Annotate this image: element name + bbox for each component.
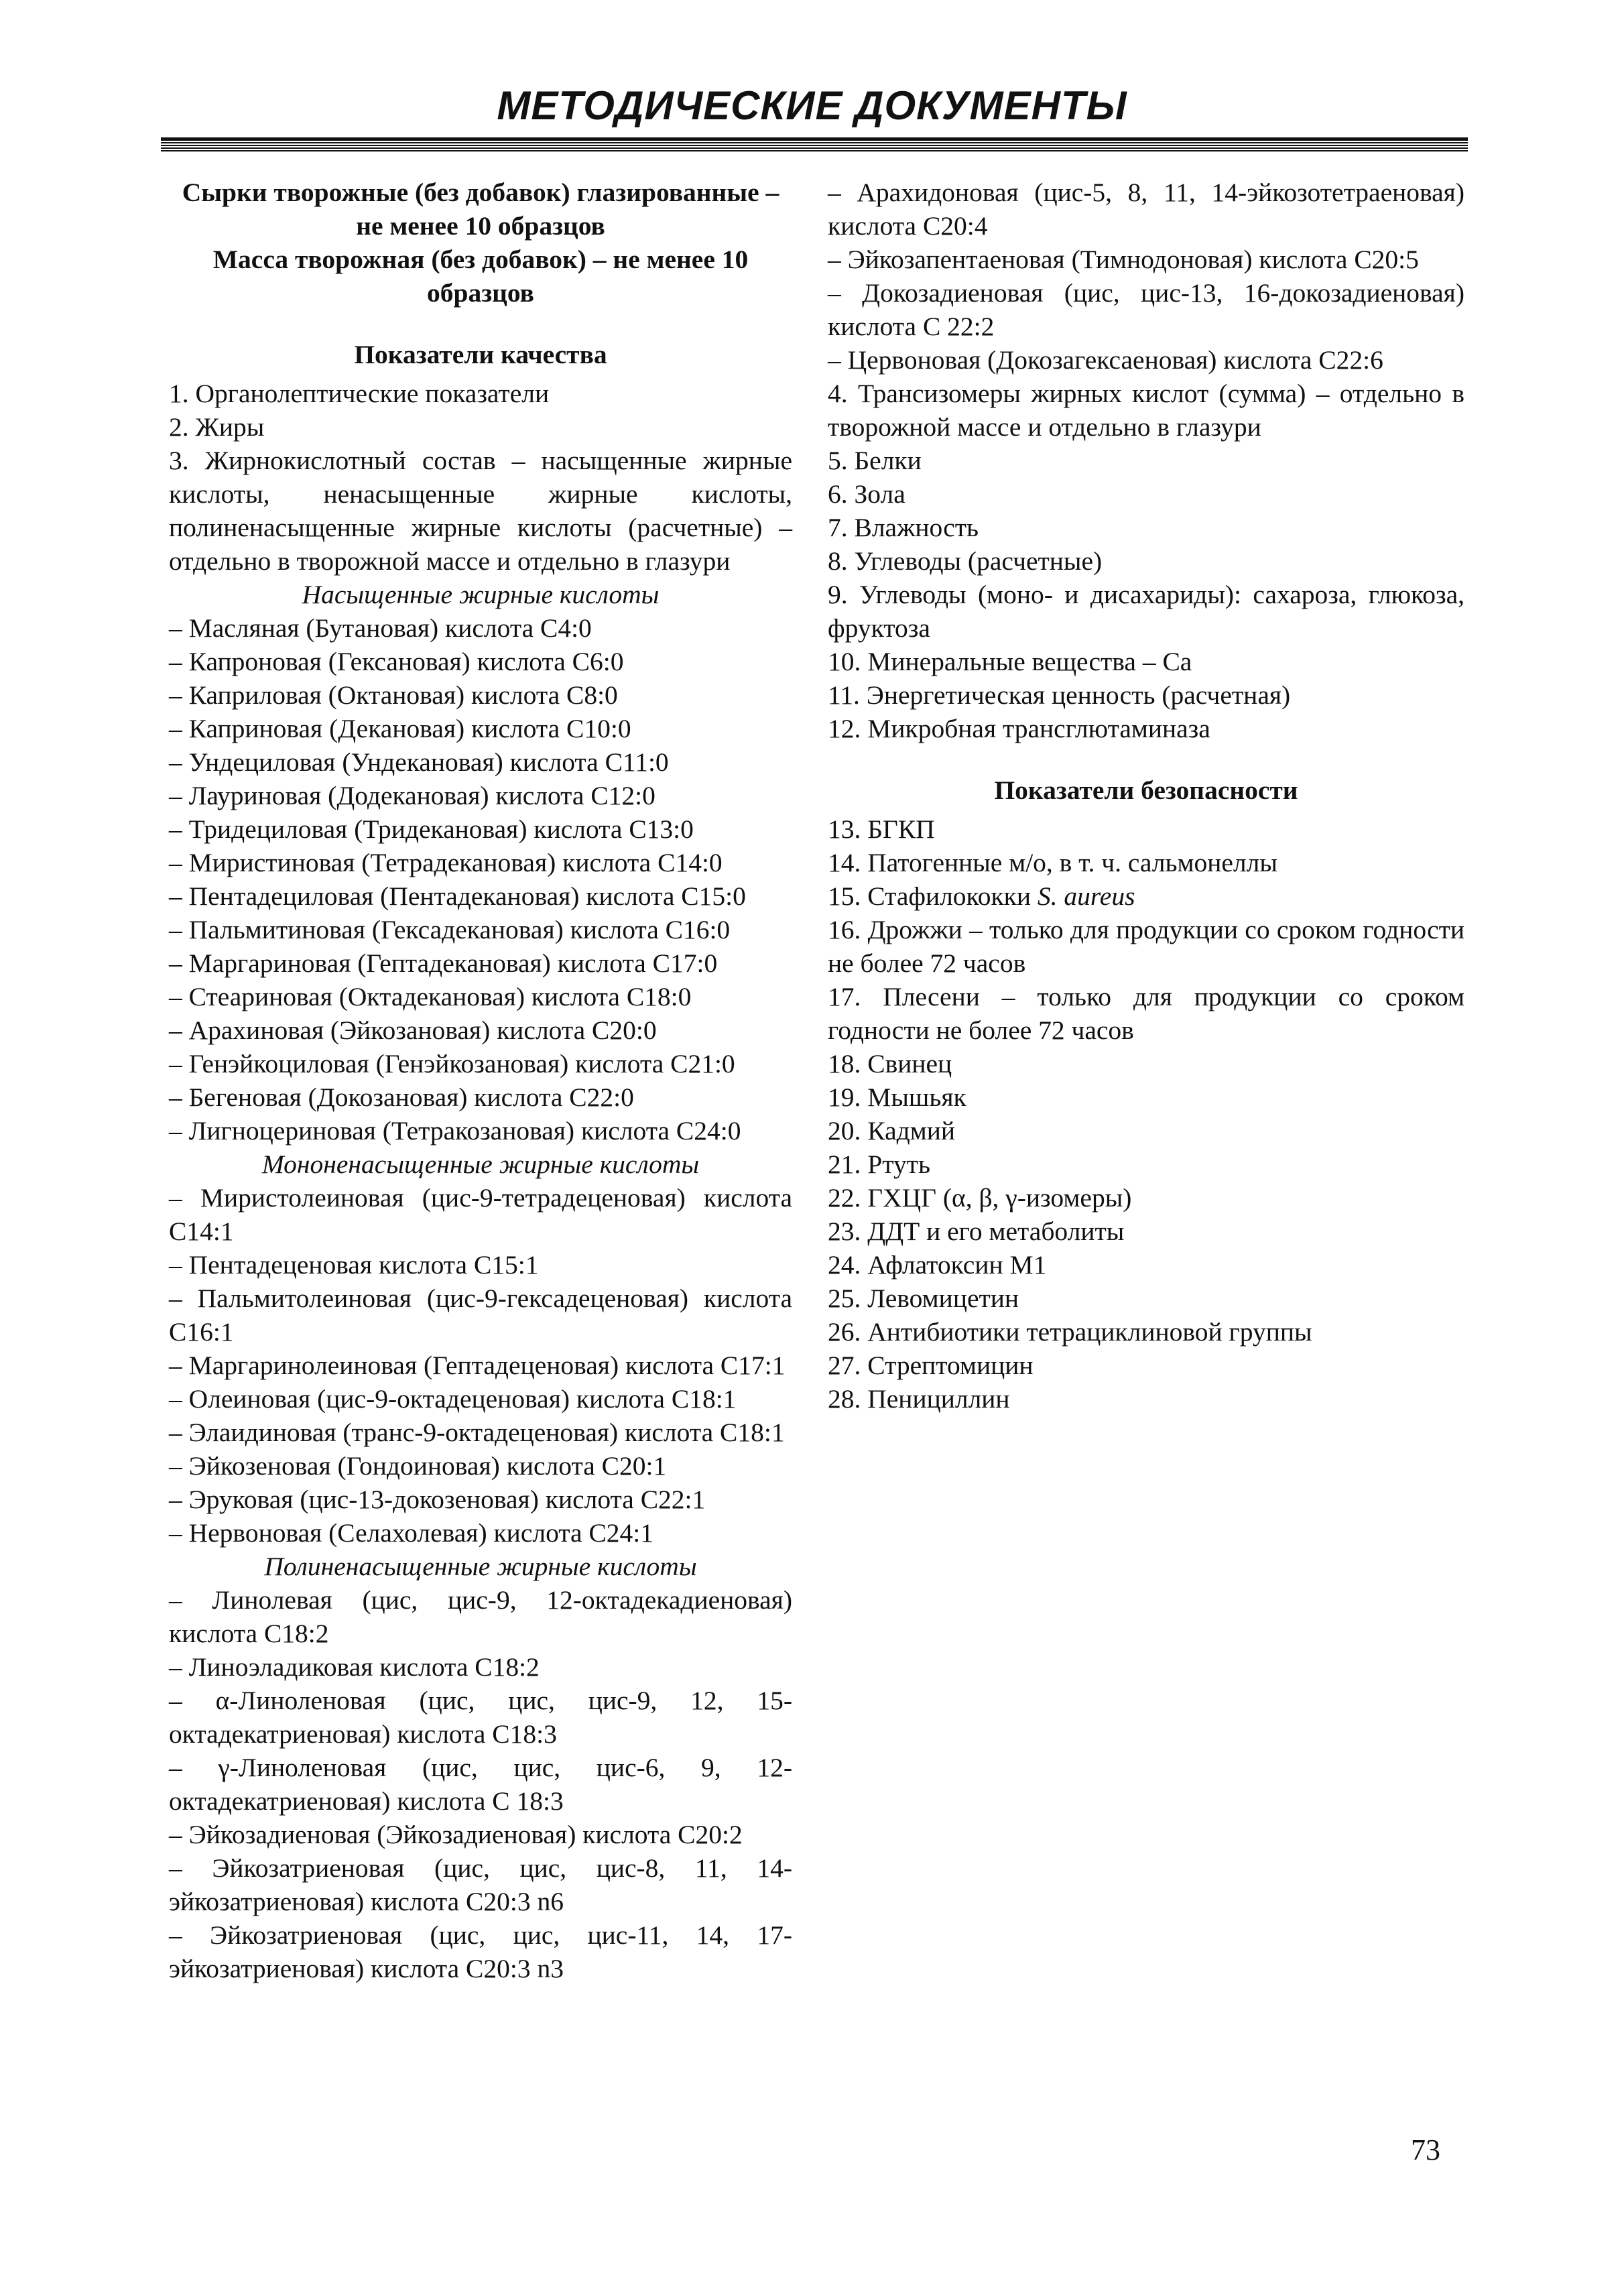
- acid-item: – Ундециловая (Ундекановая) кислота С11:0: [169, 747, 669, 777]
- acid-item: – Пентадеценовая кислота С15:1: [169, 1250, 539, 1280]
- left-column: [169, 176, 792, 1985]
- quality-item: 2. Жиры: [169, 412, 265, 442]
- acid-item: – Арахиновая (Эйкозановая) кислота С20:0: [169, 1015, 657, 1045]
- quality-title: Показатели качества: [354, 340, 607, 369]
- acid-item: – Лауриновая (Додекановая) кислота С12:0: [169, 781, 655, 810]
- acid-item: – Докозадиеновая (цис, цис-13, 16-докозадиеновая) кислота С 22:2: [828, 278, 1464, 341]
- safety-item: 19. Мышьяк: [828, 1082, 966, 1112]
- safety-item: 23. ДДТ и его метаболиты: [828, 1217, 1125, 1246]
- quality-item: 1. Органолептические показатели: [169, 379, 550, 408]
- acid-item: – α-Линоленовая (цис, цис, цис-9, 12, 15-октадекатриеновая) кислота С18:3: [169, 1686, 792, 1749]
- quality-item: 9. Углеводы (моно- и дисахариды): сахароза, глюкоза, фруктоза: [828, 580, 1464, 643]
- quality-item: 10. Минеральные вещества – Са: [828, 647, 1192, 676]
- acid-item: – Генэйкоциловая (Генэйкозановая) кислота С21:0: [169, 1049, 735, 1078]
- acid-item: – Тридециловая (Тридекановая) кислота С13:0: [169, 814, 694, 844]
- acid-item: – Линоэладиковая кислота С18:2: [169, 1652, 540, 1682]
- quality-item: 5. Белки: [828, 446, 922, 475]
- acid-item: – Эйкозеновая (Гондоиновая) кислота С20:1: [169, 1451, 667, 1481]
- acid-item: – Пентадециловая (Пентадекановая) кислота С15:0: [169, 881, 746, 911]
- acid-item: – Эйкозатриеновая (цис, цис, цис-8, 11, 14-эйкозатриеновая) кислота С20:3 n6: [169, 1853, 792, 1916]
- acid-item: – Нервоновая (Селахолевая) кислота С24:1: [169, 1518, 654, 1548]
- mono-title: Мононенасыщенные жирные кислоты: [261, 1150, 700, 1179]
- acid-item: – Линолевая (цис, цис-9, 12-октадекадиеновая) кислота С18:2: [169, 1585, 792, 1648]
- safety-title: Показатели безопасности: [994, 776, 1298, 805]
- safety-item: 26. Антибиотики тетрациклиновой группы: [828, 1317, 1312, 1347]
- page-number: 73: [1411, 2133, 1440, 2166]
- safety-item: 27. Стрептомицин: [828, 1351, 1034, 1380]
- safety-item: 16. Дрожжи – только для продукции со сроком годности не более 72 часов: [828, 915, 1464, 978]
- quality-item: 6. Зола: [828, 479, 905, 509]
- acid-item: – Цервоновая (Докозагексаеновая) кислота С22:6: [828, 345, 1383, 375]
- acid-item: – Масляная (Бутановая) кислота С4:0: [169, 613, 592, 643]
- acid-item: – Элаидиновая (транс-9-октадеценовая) кислота С18:1: [169, 1418, 785, 1447]
- acid-item: – Миристолеиновая (цис-9-тетрадеценовая) кислота С14:1: [169, 1183, 792, 1246]
- safety-item: 14. Патогенные м/о, в т. ч. сальмонеллы: [828, 848, 1277, 877]
- safety-item: 18. Свинец: [828, 1049, 952, 1078]
- quality-item: 3. Жирнокислотный состав – насыщенные жирные кислоты, ненасыщенные жирные кислоты, полиненасыщенные жирные кислоты (расчетные) – отдельно в творожной массе и отдельно в глазури: [169, 446, 792, 576]
- safety-item-15-species: S. aureus: [1037, 881, 1135, 911]
- safety-item-15: [828, 879, 1464, 913]
- safety-item: 22. ГХЦГ (α, β, γ-изомеры): [828, 1183, 1132, 1213]
- quality-item: 12. Микробная трансглютаминаза: [828, 714, 1210, 743]
- safety-item: 13. БГКП: [828, 814, 935, 844]
- acid-item: – Миристиновая (Тетрадекановая) кислота С14:0: [169, 848, 723, 877]
- safety-item: 20. Кадмий: [828, 1116, 955, 1145]
- acid-item: – Пальмитиновая (Гексадекановая) кислота С16:0: [169, 915, 731, 944]
- acid-item: – Каприновая (Декановая) кислота С10:0: [169, 714, 631, 743]
- quality-item: 7. Влажность: [828, 513, 979, 542]
- safety-item: 28. Пенициллин: [828, 1384, 1010, 1414]
- page-header-title: МЕТОДИЧЕСКИЕ ДОКУМЕНТЫ: [497, 83, 1127, 128]
- quality-item: 4. Трансизомеры жирных кислот (сумма) – отдельно в творожной массе и отдельно в глазури: [828, 379, 1464, 442]
- safety-item-15-text: 15. Стафилококки: [828, 881, 1038, 911]
- acid-item: – Маргариновая (Гептадекановая) кислота С17:0: [169, 948, 718, 978]
- acid-item: – Эйкозатриеновая (цис, цис, цис-11, 14, 17-эйкозатриеновая) кислота С20:3 n3: [169, 1920, 792, 1983]
- acid-item: – Лигноцериновая (Тетракозановая) кислота С24:0: [169, 1116, 741, 1145]
- header-rule: [161, 137, 1468, 151]
- acid-item: – Бегеновая (Докозановая) кислота С22:0: [169, 1082, 634, 1112]
- safety-item: 25. Левомицетин: [828, 1284, 1019, 1313]
- acid-item: – Эйкозапентаеновая (Тимнодоновая) кислота С20:5: [828, 245, 1419, 274]
- poly-title: Полиненасыщенные жирные кислоты: [264, 1552, 697, 1581]
- acid-item: – Пальмитолеиновая (цис-9-гексадеценовая) кислота С16:1: [169, 1284, 792, 1347]
- product-heading-1: Сырки творожные (без добавок) глазированные – не менее 10 образцов: [182, 178, 779, 241]
- acid-item: – Эйкозадиеновая (Эйкозадиеновая) кислота С20:2: [169, 1820, 743, 1849]
- safety-item: 24. Афлатоксин М1: [828, 1250, 1047, 1280]
- acid-item: – Маргаринолеиновая (Гептадеценовая) кислота С17:1: [169, 1351, 786, 1380]
- acid-item: – Олеиновая (цис-9-октадеценовая) кислота С18:1: [169, 1384, 737, 1414]
- acid-item: – Стеариновая (Октадекановая) кислота С18:0: [169, 982, 692, 1011]
- acid-item: – Каприловая (Октановая) кислота С8:0: [169, 680, 618, 710]
- acid-item: – Арахидоновая (цис-5, 8, 11, 14-эйкозотетраеновая) кислота С20:4: [828, 178, 1464, 241]
- product-heading-2: Масса творожная (без добавок) – не менее 10 образцов: [212, 245, 749, 308]
- right-column: [828, 176, 1464, 1416]
- acid-item: – Капроновая (Гексановая) кислота С6:0: [169, 647, 624, 676]
- safety-item: 17. Плесени – только для продукции со сроком годности не более 72 часов: [828, 982, 1464, 1045]
- quality-item: 8. Углеводы (расчетные): [828, 546, 1103, 576]
- quality-item: 11. Энергетическая ценность (расчетная): [828, 680, 1291, 710]
- safety-item: 21. Ртуть: [828, 1150, 930, 1179]
- acid-item: – γ-Линоленовая (цис, цис, цис-6, 9, 12-октадекатриеновая) кислота С 18:3: [169, 1753, 792, 1816]
- saturated-title: Насыщенные жирные кислоты: [302, 580, 660, 609]
- acid-item: – Эруковая (цис-13-докозеновая) кислота С22:1: [169, 1485, 706, 1514]
